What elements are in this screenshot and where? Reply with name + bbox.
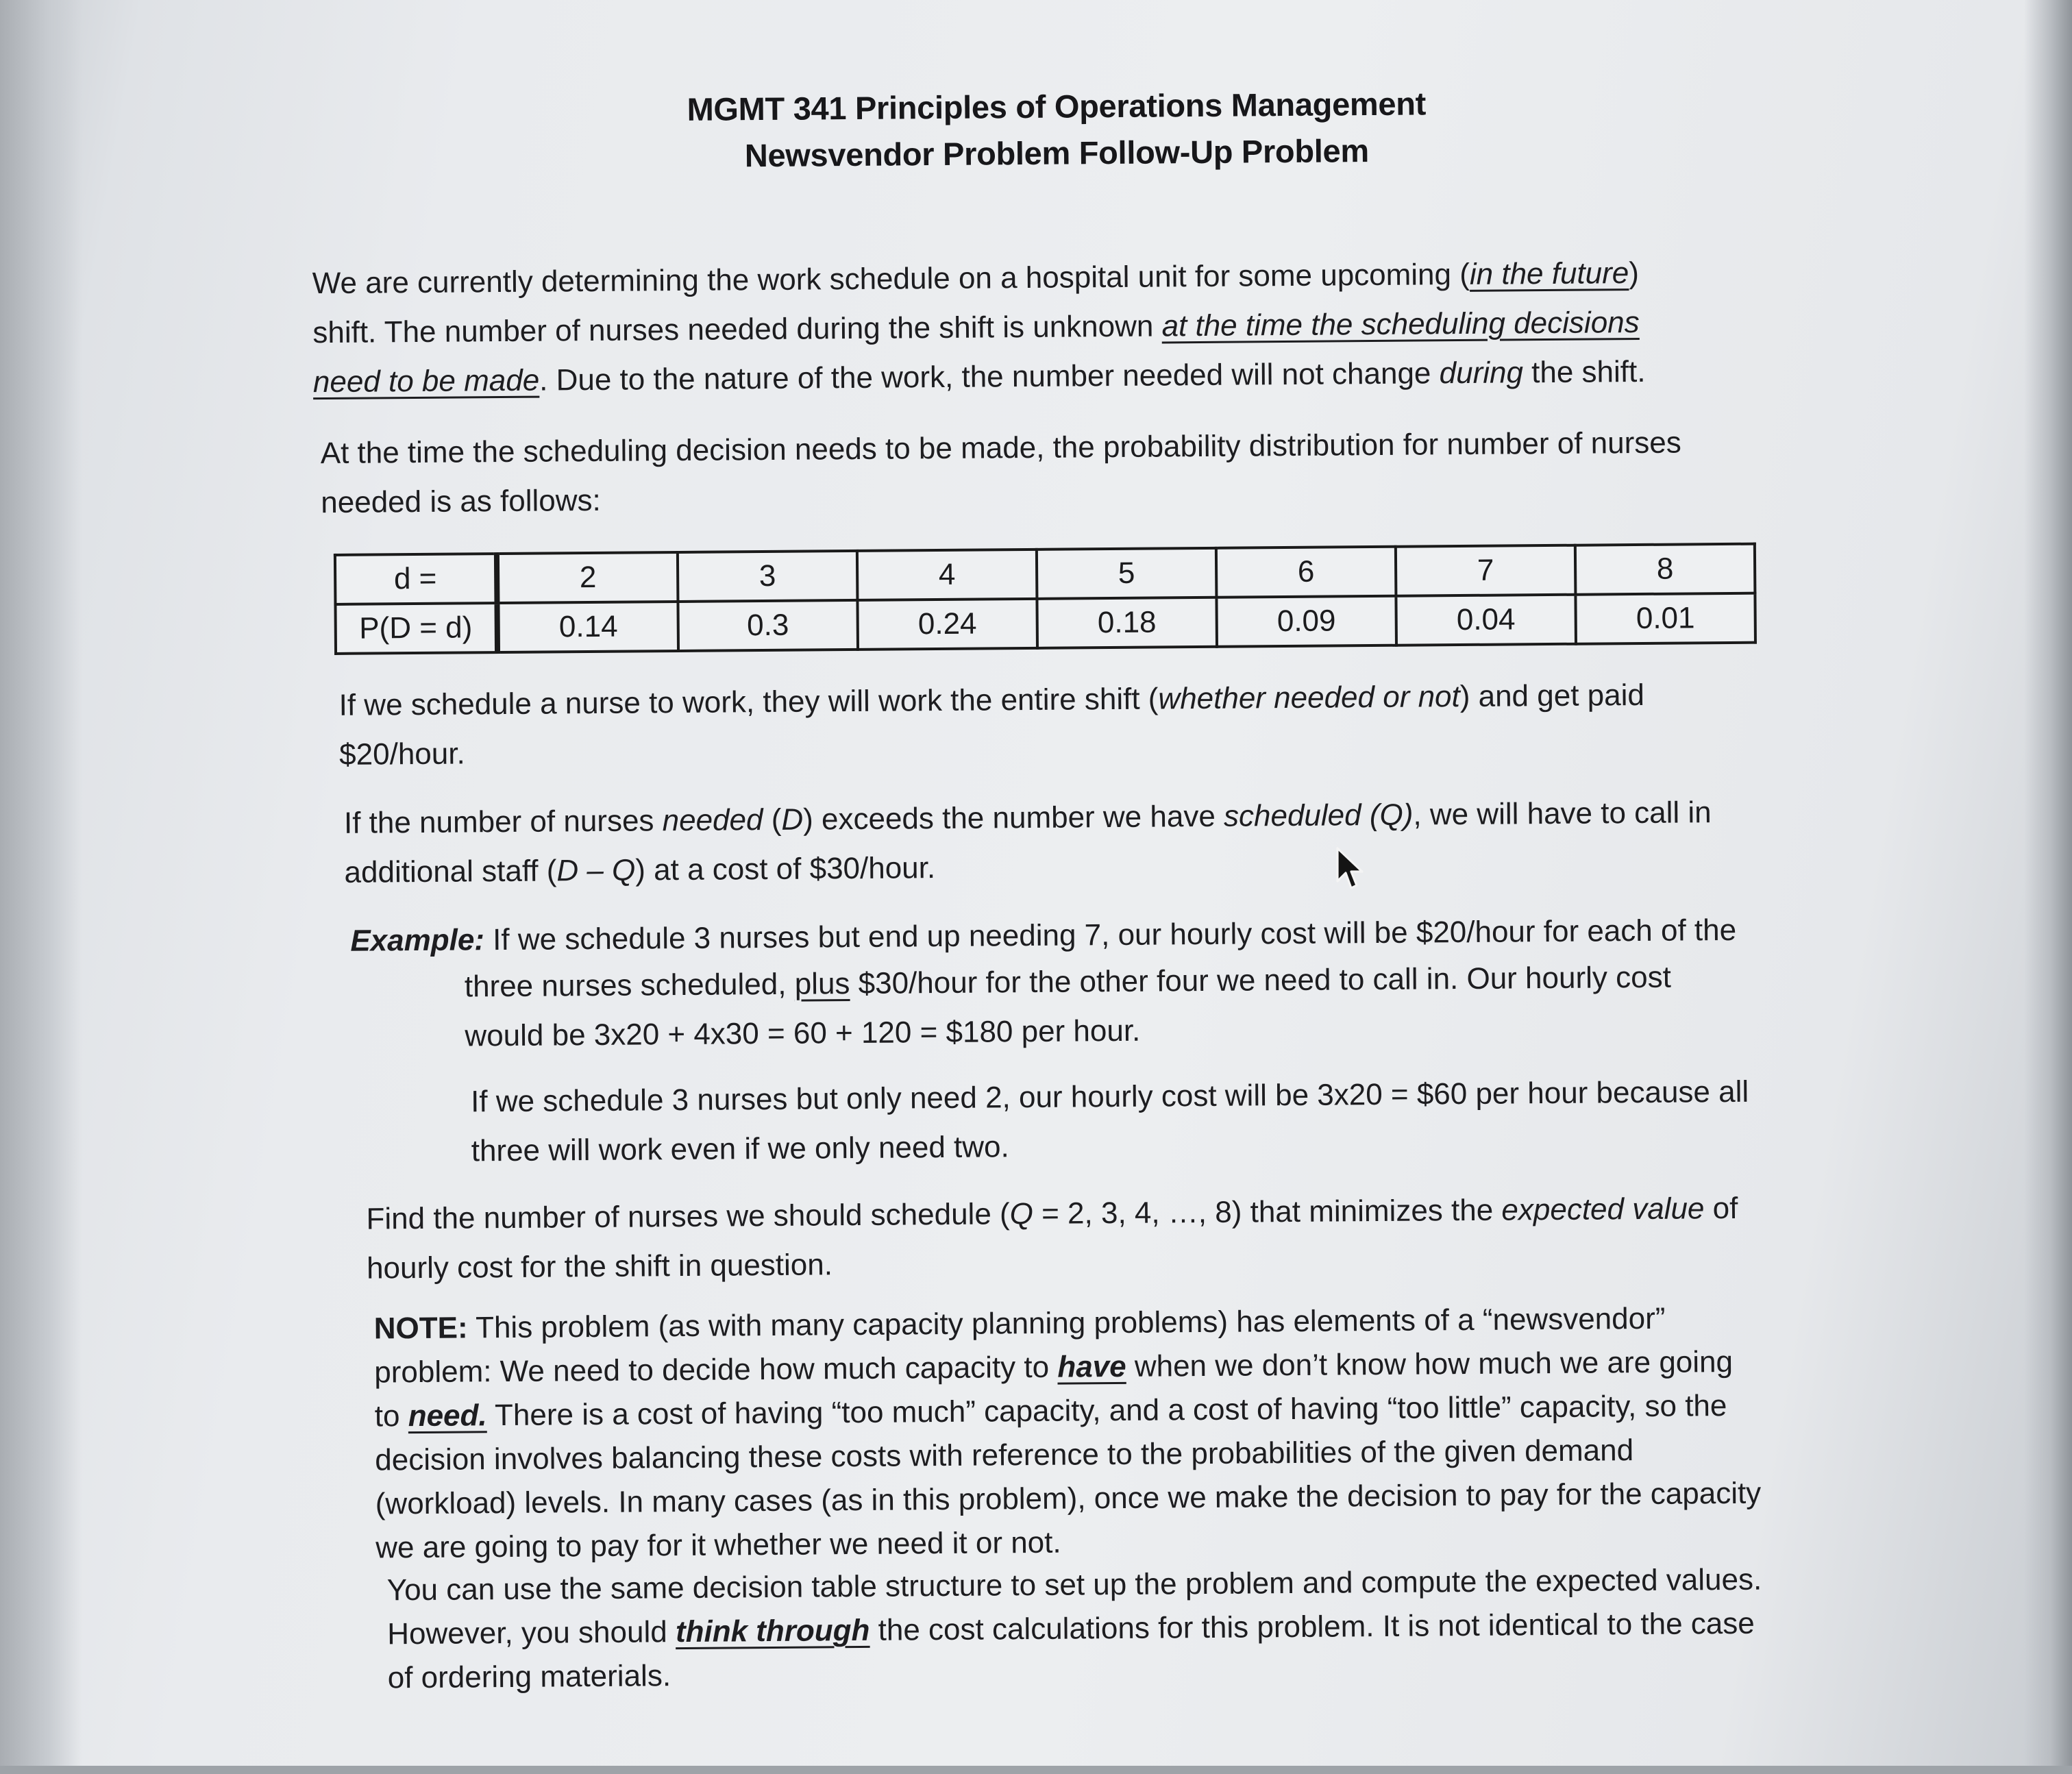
example-line-2: three nurses scheduled, plus $30/hour for the other four we need to call in. Our hourly cost <box>464 960 1672 1004</box>
table-cell-probability: 0.04 <box>1396 595 1576 645</box>
table-cell-d: 5 <box>1037 548 1217 599</box>
note-label: NOTE: <box>373 1311 468 1346</box>
note-line-6: we are going to pay for it whether we need it or not. <box>375 1525 1061 1565</box>
example-continuation <box>465 953 1672 1061</box>
task-line-1: Find the number of nurses we should schedule (Q = 2, 3, 4, …, 8) that minimizes the expected value of <box>366 1191 1738 1236</box>
closing-line-1: You can use the same decision table structure to set up the problem and compute the expected values. <box>386 1562 1762 1607</box>
table-cell-d: 7 <box>1396 545 1576 596</box>
example-line-3: would be 3x20 + 4x30 = 60 + 120 = $180 per hour. <box>465 1013 1141 1053</box>
distribution-intro-line-1: At the time the scheduling decision needs to be made, the probability distribution for number of nurses <box>320 426 1681 471</box>
closing-paragraph <box>387 1558 1763 1701</box>
callin-line-1: If the number of nurses needed (D) exceeds the number we have scheduled (Q), we will have to call in <box>343 796 1712 840</box>
pay-line-2: $20/hour. <box>339 737 465 772</box>
probability-distribution-table <box>334 543 1757 655</box>
note-line-3: to need. There is a cost of having “too much” capacity, and a cost of having “too little” capacity, so the <box>374 1389 1727 1433</box>
example-label: Example: <box>350 923 485 958</box>
note-line-5: (workload) levels. In many cases (as in this problem), once we make the decision to pay for the capacity <box>375 1476 1762 1521</box>
example-line-1: Example: If we schedule 3 nurses but end up needing 7, our hourly cost will be $20/hour for each of the <box>350 913 1737 958</box>
table-cell-probability: 0.18 <box>1037 598 1217 648</box>
pay-paragraph <box>338 671 1644 780</box>
intro-line-3: need to be made. Due to the nature of the work, the number needed will not change during the shift. <box>312 354 1646 399</box>
document-title: MGMT 341 Principles of Operations Management <box>687 85 1427 127</box>
distribution-intro-line-2: needed is as follows: <box>321 483 601 520</box>
closing-line-3: of ordering materials. <box>387 1659 671 1695</box>
example-line-4: If we schedule 3 nurses but only need 2, our hourly cost will be 3x20 = $60 per hour because all <box>470 1074 1749 1119</box>
callin-line-2: additional staff (D – Q) at a cost of $30/hour. <box>344 851 936 889</box>
table-row-label-d: d = <box>335 554 497 604</box>
note-line-4: decision involves balancing these costs with reference to the probabilities of the given demand <box>375 1433 1634 1477</box>
table-cell-probability: 0.09 <box>1216 596 1396 647</box>
table-cell-d: 2 <box>497 552 678 603</box>
table-cell-probability: 0.01 <box>1575 593 1755 644</box>
table-row-label-probability: P(D = d) <box>335 603 497 654</box>
table-cell-d: 4 <box>857 550 1037 600</box>
table-cell-d: 8 <box>1575 544 1755 595</box>
document-subtitle: Newsvendor Problem Follow-Up Problem <box>744 132 1370 174</box>
pay-line-1: If we schedule a nurse to work, they will work the entire shift (whether needed or not) and get paid <box>338 678 1645 722</box>
intro-paragraph <box>312 249 1646 407</box>
table-cell-probability: 0.3 <box>678 600 858 651</box>
task-line-2: hourly cost for the shift in question. <box>366 1248 833 1285</box>
table-cell-probability: 0.14 <box>497 602 678 652</box>
table-row-probability <box>335 593 1755 654</box>
closing-line-2: However, you should think through the cost calculations for this problem. It is not identical to the case <box>387 1606 1755 1651</box>
distribution-intro <box>320 418 1681 528</box>
intro-line-1: We are currently determining the work schedule on a hospital unit for some upcoming (in the future) <box>312 256 1640 301</box>
note-paragraph <box>374 1296 1762 1570</box>
note-line-2: problem: We need to decide how much capacity to have when we don’t know how much we are going <box>374 1344 1734 1390</box>
table-cell-probability: 0.24 <box>857 599 1037 650</box>
task-paragraph <box>366 1184 1738 1294</box>
example-line-5: three will work even if we only need two. <box>471 1130 1009 1168</box>
table-cell-d: 6 <box>1216 547 1396 598</box>
intro-line-2: shift. The number of nurses needed during the shift is unknown at the time the scheduling decisions <box>312 305 1640 350</box>
mouse-pointer-icon <box>1336 847 1368 892</box>
callin-paragraph <box>344 788 1712 898</box>
table-cell-d: 3 <box>678 551 858 602</box>
note-line-1: NOTE: This problem (as with many capacity planning problems) has elements of a “newsvendor” <box>373 1301 1666 1346</box>
example-second-case <box>471 1068 1749 1176</box>
